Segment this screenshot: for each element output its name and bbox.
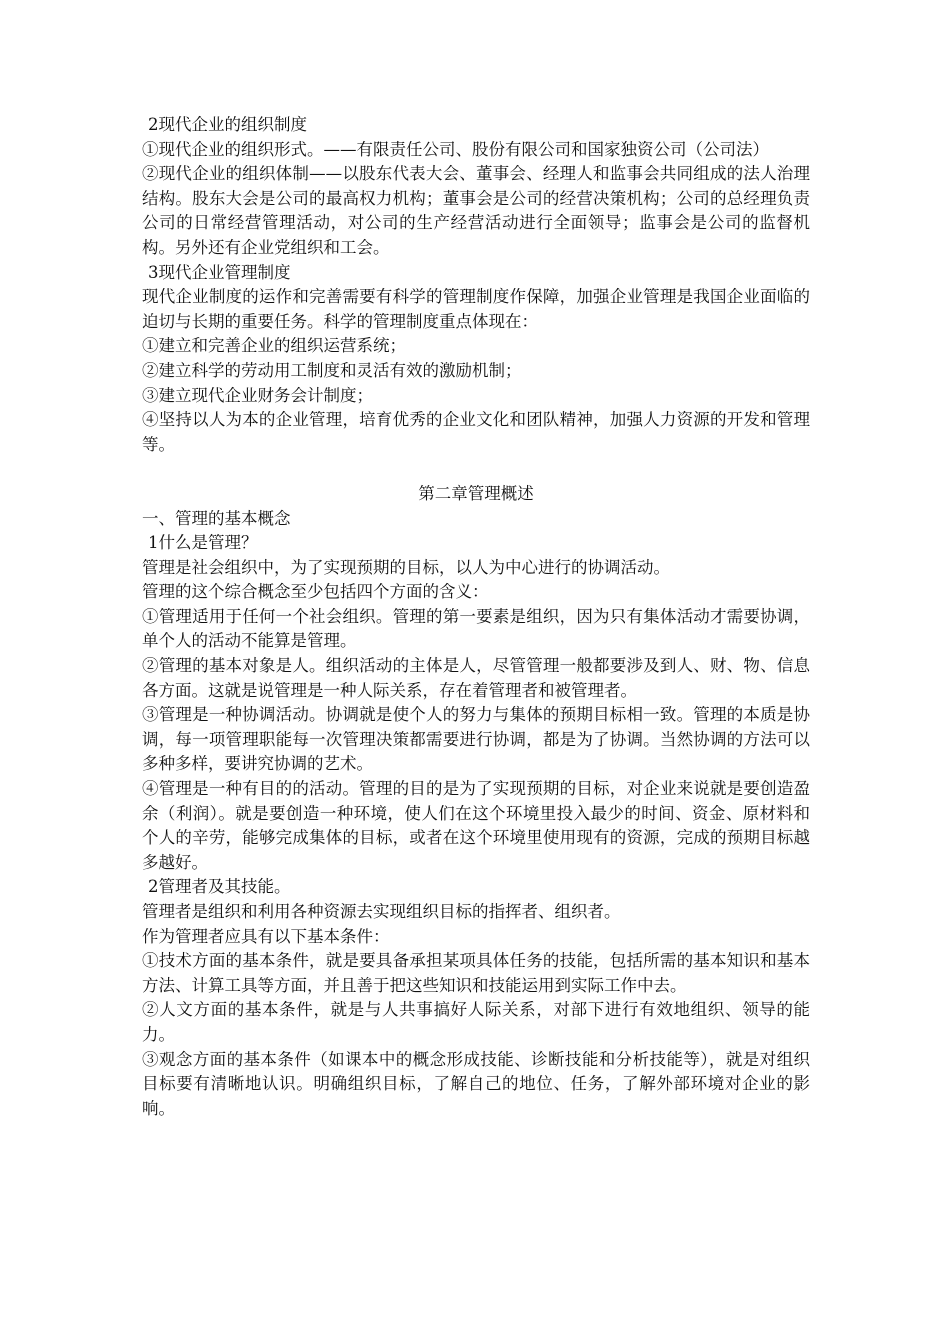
paragraph-mgmt-intro: 现代企业制度的运作和完善需要有科学的管理制度作保障，加强企业管理是我国企业面临的迫切与长期的重要任务。科学的管理制度重点体现在： <box>142 287 810 331</box>
question-heading: 2管理者及其技能。 <box>148 877 291 897</box>
paragraph-condition-intro: 作为管理者应具有以下基本条件： <box>142 926 390 946</box>
condition-item: ③观念方面的基本条件（如课本中的概念形成技能、诊断技能和分析技能等），就是对组织目标要有清晰地认识。明确组织目标，了解自己的地位、任务，了解外部环境对企业的影响。 <box>142 1049 810 1118</box>
blank-line <box>142 457 810 482</box>
list-item: ①建立和完善企业的组织运营系统； <box>142 336 406 356</box>
meaning-item: ②管理的基本对象是人。组织活动的主体是人，尽管管理一般都要涉及到人、财、物、信息各方面。这就是说管理是一种人际关系，存在着管理者和被管理者。 <box>142 656 810 700</box>
paragraph-org-form: ①现代企业的组织形式。——有限责任公司、股份有限公司和国家独资公司（公司法） <box>142 139 769 159</box>
paragraph-manager-def: 管理者是组织和利用各种资源去实现组织目标的指挥者、组织者。 <box>142 902 621 921</box>
condition-item: ①技术方面的基本条件，就是要具备承担某项具体任务的技能，包括所需的基本知识和基本方法、计算工具等方面，并且善于把这些知识和技能运用到实际工作中去。 <box>142 951 810 995</box>
chapter-title: 第二章管理概述 <box>418 483 534 503</box>
condition-item: ②人文方面的基本条件，就是与人共事搞好人际关系，对部下进行有效地组织、领导的能力。 <box>142 1000 810 1044</box>
part-heading: 一、管理的基本概念 <box>142 508 291 528</box>
question-heading: 1什么是管理？ <box>148 533 258 553</box>
meaning-item: ①管理适用于任何一个社会组织。管理的第一要素是组织，因为只有集体活动才需要协调，单个人的活动不能算是管理。 <box>142 606 810 651</box>
list-item: ④坚持以人为本的企业管理，培育优秀的企业文化和团队精神，加强人力资源的开发和管理等。 <box>142 410 810 454</box>
list-item: ②建立科学的劳动用工制度和灵活有效的激励机制； <box>142 360 522 380</box>
paragraph-definition: 管理是社会组织中，为了实现预期的目标，以人为中心进行的协调活动。 <box>142 557 670 577</box>
paragraph-org-structure: ②现代企业的组织体制——以股东代表大会、董事会、经理人和监事会共同组成的法人治理结构。股东大会是公司的最高权力机构；董事会是公司的经营决策机构；公司的总经理负责公司的日常经营管理活动，对公司的生产经营活动进行全面领导；监事会是公司的监督机构。另外还有企业党组织和工会。 <box>142 164 810 257</box>
meaning-item: ③管理是一种协调活动。协调就是使个人的努力与集体的预期目标相一致。管理的本质是协调，每一项管理职能每一次管理决策都需要进行协调，都是为了协调。当然协调的方法可以多种多样，要讲究协调的艺术。 <box>142 705 810 774</box>
section-heading-org-system: 2现代企业的组织制度 <box>148 115 307 134</box>
document-page <box>142 113 810 1121</box>
section-heading-mgmt-system: 3现代企业管理制度 <box>148 262 291 282</box>
meaning-item: ④管理是一种有目的的活动。管理的目的是为了实现预期的目标，对企业来说就是要创造盈余（利润）。就是要创造一种环境，使人们在这个环境里投入最少的时间、资金、原材料和个人的辛劳，能够完成集体的目标，或者在这个环境里使用现有的资源，完成的预期目标越多越好。 <box>142 779 810 872</box>
paragraph-meaning-intro: 管理的这个综合概念至少包括四个方面的含义： <box>142 582 489 602</box>
list-item: ③建立现代企业财务会计制度； <box>142 385 373 405</box>
